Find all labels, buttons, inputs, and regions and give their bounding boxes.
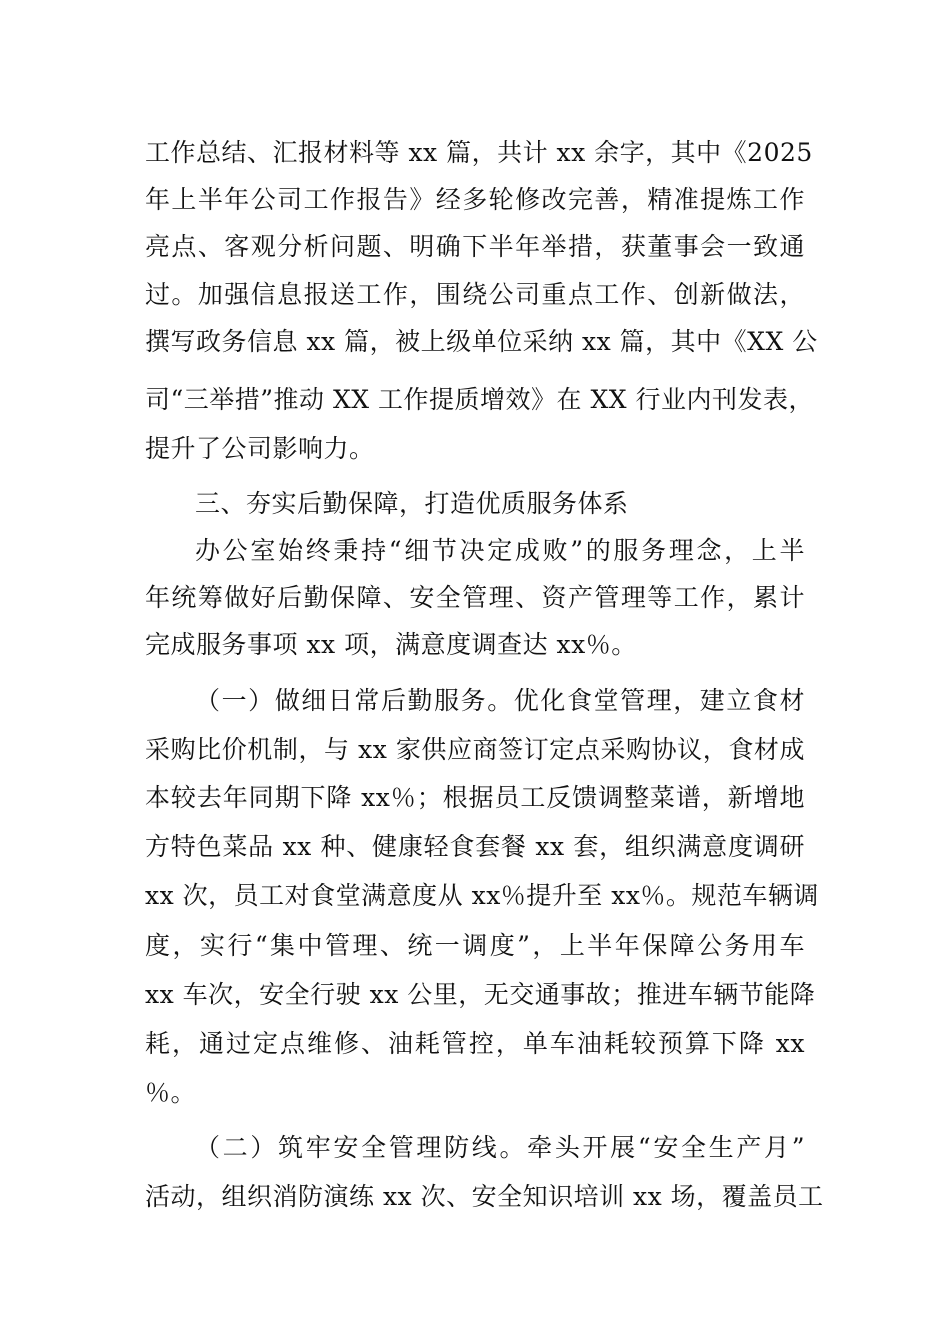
text-line: 过。加强信息报送工作，围绕公司重点工作、创新做法，: [145, 280, 805, 309]
paragraph-first-line: （二）筑牢安全管理防线。牵头开展“安全生产月”: [195, 1133, 805, 1162]
text-line: 本较去年同期下降 xx％；根据员工反馈调整菜谱，新增地: [145, 783, 805, 812]
text-line: ％。: [145, 1078, 197, 1107]
text-line: 活动，组织消防演练 xx 次、安全知识培训 xx 场，覆盖员工: [145, 1182, 824, 1211]
text-line: 年统筹做好后勤保障、安全管理、资产管理等工作，累计: [145, 583, 805, 612]
text-line: 采购比价机制，与 xx 家供应商签订定点采购协议，食材成: [145, 735, 805, 764]
paragraph-first-line: （一）做细日常后勤服务。优化食堂管理，建立食材: [195, 686, 805, 715]
text-line: 工作总结、汇报材料等 xx 篇，共计 xx 余字，其中《2025: [145, 138, 813, 167]
text-line: 提升了公司影响力。: [145, 434, 375, 463]
text-line: xx 次，员工对食堂满意度从 xx％提升至 xx％。规范车辆调: [145, 881, 819, 910]
text-line: xx 车次，安全行驶 xx 公里，无交通事故；推进车辆节能降: [145, 980, 816, 1009]
text-line: 完成服务事项 xx 项，满意度调查达 xx％。: [145, 630, 637, 659]
text-line: 撰写政务信息 xx 篇，被上级单位采纳 xx 篇，其中《XX 公: [145, 327, 818, 356]
text-line: 耗，通过定点维修、油耗管控，单车油耗较预算下降 xx: [145, 1029, 805, 1058]
text-line: 度，实行“集中管理、统一调度”，上半年保障公务用车: [145, 931, 805, 960]
text-line: 司“三举措”推动 XX 工作提质增效》在 XX 行业内刊发表，: [145, 385, 815, 414]
paragraph-first-line: 办公室始终秉持“细节决定成败”的服务理念，上半: [195, 536, 805, 565]
text-line: 年上半年公司工作报告》经多轮修改完善，精准提炼工作: [145, 185, 805, 214]
text-line: 方特色菜品 xx 种、健康轻食套餐 xx 套，组织满意度调研: [145, 832, 805, 861]
text-line: 亮点、客观分析问题、明确下半年举措，获董事会一致通: [145, 232, 805, 261]
section-heading: 三、夯实后勤保障，打造优质服务体系: [195, 489, 629, 518]
